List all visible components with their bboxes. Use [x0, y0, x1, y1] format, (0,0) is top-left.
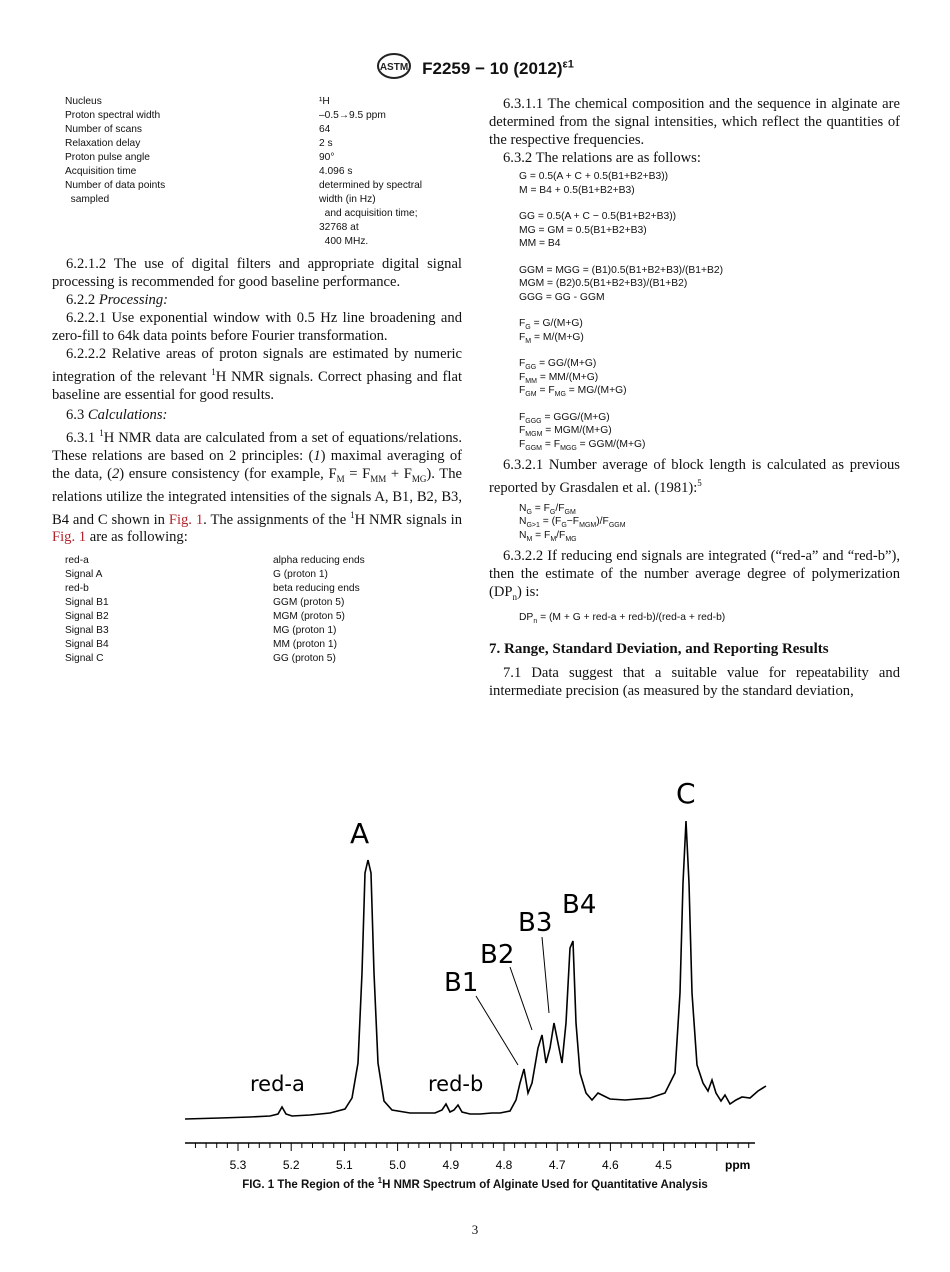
para-6-3-2-2: 6.3.2.2 If reducing end signals are integrated (“red-a” and “red-b”), then the estimate of the number average degree of polymerization $(DP_n)$ is:	[489, 548, 900, 603]
svg-text:ASTM: ASTM	[379, 62, 409, 73]
para-6-3-1: 6.3.1 $^1$H NMR data are calculated from a set of equations/relations. These relations are based on 2 principles: (1) maximal averaging of the data, (2) ensure consistency (for example, $F_M = F_{MM} + F_{MG}$). The relations utilize the integrated intensities of the signals A, B1, B2, B3, B4 and C shown in Fig. 1. The assignments of the $^1$H NMR signals in Fig. 1 are as following:	[52, 427, 462, 546]
signal-assignment: MM (proton 1)	[273, 639, 337, 651]
right-column	[489, 95, 900, 700]
equation: $N_M = F_M/F_{MG}$	[519, 529, 577, 543]
param-value: ¹H	[319, 96, 330, 107]
param-value: 90°	[319, 152, 335, 163]
signal-name: Signal C	[65, 653, 104, 665]
x-tick-label: 5.0	[389, 1158, 406, 1172]
equation: GGG = GG - GGM	[519, 291, 605, 303]
assignment-row	[65, 582, 365, 596]
peak-label-B4: B4	[562, 890, 597, 920]
signal-assignment: MG (proton 1)	[273, 625, 337, 637]
leader-line-B3	[542, 937, 549, 1013]
block-length-equations	[489, 502, 900, 543]
left-column	[52, 95, 462, 666]
param-row	[65, 179, 422, 249]
param-value: –0.5→9.5 ppm	[319, 110, 386, 121]
x-tick-label: 4.5	[655, 1158, 672, 1172]
signal-assignments-table	[65, 554, 365, 666]
signal-assignment: GGM (proton 5)	[273, 597, 345, 609]
param-value: 4.096 s	[319, 166, 353, 177]
equation: $F_M = M/(M+G)$	[519, 331, 584, 345]
signal-name: Signal B2	[65, 611, 109, 623]
signal-name: Signal B4	[65, 639, 109, 651]
equation: MGM = (B2)0.5(B1+B2+B3)/(B1+B2)	[519, 278, 688, 289]
param-row	[65, 137, 422, 151]
x-tick-label: 5.3	[229, 1158, 247, 1172]
para-6-2-2-2: 6.2.2.2 Relative areas of proton signals are estimated by numeric integration of the relevant $^1$H NMR signals. Correct phasing and flat baseline are essential for good results.	[52, 346, 463, 403]
signal-assignment: beta reducing ends	[273, 583, 360, 595]
param-row	[65, 109, 422, 123]
relations-block	[489, 170, 900, 451]
equation: M = B4 + 0.5(B1+B2+B3)	[519, 184, 635, 196]
assignment-row	[65, 610, 365, 624]
x-tick-label: 5.2	[282, 1158, 300, 1172]
x-tick-label: 4.8	[495, 1158, 513, 1172]
assignment-row	[65, 596, 365, 610]
para-6-2-2: 6.2.2 Processing:	[66, 292, 169, 308]
equation: $F_{GGM} = F_{MGG} = GGM/(M+G)$	[519, 438, 646, 452]
equation: $N_{G>1} = (F_G-F_{MGM})/F_{GGM}$	[519, 516, 626, 530]
leader-line-B2	[510, 967, 532, 1030]
designation: F2259 − 10 $(2012)^{\varepsilon 1}$	[422, 58, 574, 78]
x-axis-tick-labels	[230, 1158, 673, 1172]
signal-name: Signal B1	[65, 597, 109, 609]
para-6-2-2-1: 6.2.2.1 Use exponential window with 0.5 Hz line broadening and zero-fill to 64k data points before Fourier transformation.	[52, 310, 462, 344]
param-name: Proton pulse angle	[65, 152, 150, 163]
equation: MM = B4	[519, 238, 561, 249]
equation: G = 0.5(A + C + 0.5(B1+B2+B3))	[519, 171, 669, 182]
peak-label-red-a: red-a	[250, 1072, 305, 1096]
signal-name: Signal A	[65, 569, 103, 581]
leader-line-B1	[476, 996, 518, 1065]
peak-label-B3: B3	[518, 908, 553, 938]
x-axis-ticks	[195, 1143, 748, 1151]
x-tick-label: 4.6	[602, 1158, 619, 1172]
equation: $F_{GM} = F_{MG} = MG/(M+G)$	[519, 385, 627, 399]
param-value: determined by spectral width (in Hz) and acquisition time; 32768 at 400 MHz.	[319, 180, 423, 247]
param-row	[65, 95, 422, 109]
signal-name: red-a	[65, 555, 89, 567]
equation: GG = 0.5(A + C − 0.5(B1+B2+B3))	[519, 211, 677, 222]
signal-assignment: MGM (proton 5)	[273, 611, 345, 623]
signal-assignment: alpha reducing ends	[273, 555, 365, 567]
acquisition-parameters-table	[65, 95, 422, 249]
signal-name: red-b	[65, 583, 89, 595]
assignment-row	[65, 568, 365, 582]
para-6-3-2-1: 6.3.2.1 Number average of block length is calculated as previous reported by Grasdalen et al. (1981):$^5$	[489, 457, 900, 496]
param-name: Proton spectral width	[65, 110, 161, 121]
param-row	[65, 123, 422, 137]
document-header	[0, 52, 950, 85]
signal-assignment: GG (proton 5)	[273, 653, 336, 665]
section-7-heading: 7. Range, Standard Deviation, and Reporting Results	[489, 640, 829, 657]
param-row	[65, 151, 422, 165]
equation: $N_G = F_G/F_{GM}$	[519, 502, 576, 516]
x-tick-label: 5.1	[336, 1158, 353, 1172]
param-value: 64	[319, 124, 331, 135]
equation: $F_{GG} = GG/(M+G)$	[519, 358, 597, 372]
nmr-spectrum-svg	[180, 773, 770, 1173]
para-6-3-1-1: 6.3.1.1 The chemical composition and the sequence in alginate are determined from the signal intensities, which reflect the quantities of the respective frequencies.	[489, 96, 900, 148]
param-name: Nucleus	[65, 96, 102, 107]
param-name: Number of data points sampled	[65, 180, 166, 205]
param-name: Relaxation delay	[65, 138, 141, 149]
para-7-1: 7.1 Data suggest that a suitable value for repeatability and intermediate precision (as measured by the standard deviation,	[489, 664, 900, 699]
peak-label-B1: B1	[444, 968, 479, 998]
x-axis-unit: ppm	[725, 1158, 751, 1172]
nmr-spectrum-figure	[180, 773, 770, 1173]
peak-label-B2: B2	[480, 940, 515, 970]
param-name: Number of scans	[65, 124, 143, 135]
signal-assignment: G (proton 1)	[273, 569, 328, 581]
equation: $F_{GGG} = GGG/(M+G)$	[519, 411, 610, 425]
equation: $F_G = G/(M+G)$	[519, 318, 583, 332]
param-row	[65, 165, 422, 179]
assignment-row	[65, 652, 365, 666]
equation: GGM = MGG = (B1)0.5(B1+B2+B3)/(B1+B2)	[519, 264, 724, 276]
peak-label-red-b: red-b	[428, 1072, 484, 1096]
assignment-row	[65, 638, 365, 652]
astm-logo-icon	[376, 52, 412, 85]
para-6-3: 6.3 Calculations:	[66, 406, 168, 423]
assignment-row	[65, 554, 365, 568]
para-6-3-2: 6.3.2 The relations are as follows:	[503, 150, 701, 166]
figure-caption: FIG. 1 The Region of the $^1$H NMR Spectrum of Alginate Used for Quantitative Analysis	[242, 1176, 708, 1191]
peak-label-C: C	[676, 777, 696, 810]
param-name: Acquisition time	[65, 166, 137, 177]
equation: $F_{MGM} = MGM/(M+G)$	[519, 425, 612, 439]
page-number: 3	[471, 1222, 479, 1237]
x-tick-label: 4.9	[442, 1158, 460, 1172]
param-value: 2 s	[319, 138, 333, 149]
equation: $F_{MM} = MM/(M+G)$	[519, 371, 599, 385]
fig1-link[interactable]: Fig. 1	[168, 511, 204, 528]
fig1-link-2[interactable]: Fig. 1	[52, 529, 87, 546]
assignment-row	[65, 624, 365, 638]
peak-label-A: A	[350, 817, 370, 850]
dpn-equation: $DP_n = (M + G + red-a + red-b)/(red-a + red-b)$	[519, 612, 726, 626]
signal-name: Signal B3	[65, 625, 109, 637]
x-tick-label: 4.7	[548, 1158, 566, 1172]
equation: MG = GM = 0.5(B1+B2+B3)	[519, 224, 647, 236]
para-6-2-1-2: 6.2.1.2 The use of digital filters and appropriate digital signal processing is recommended for good baseline performance.	[52, 256, 462, 290]
